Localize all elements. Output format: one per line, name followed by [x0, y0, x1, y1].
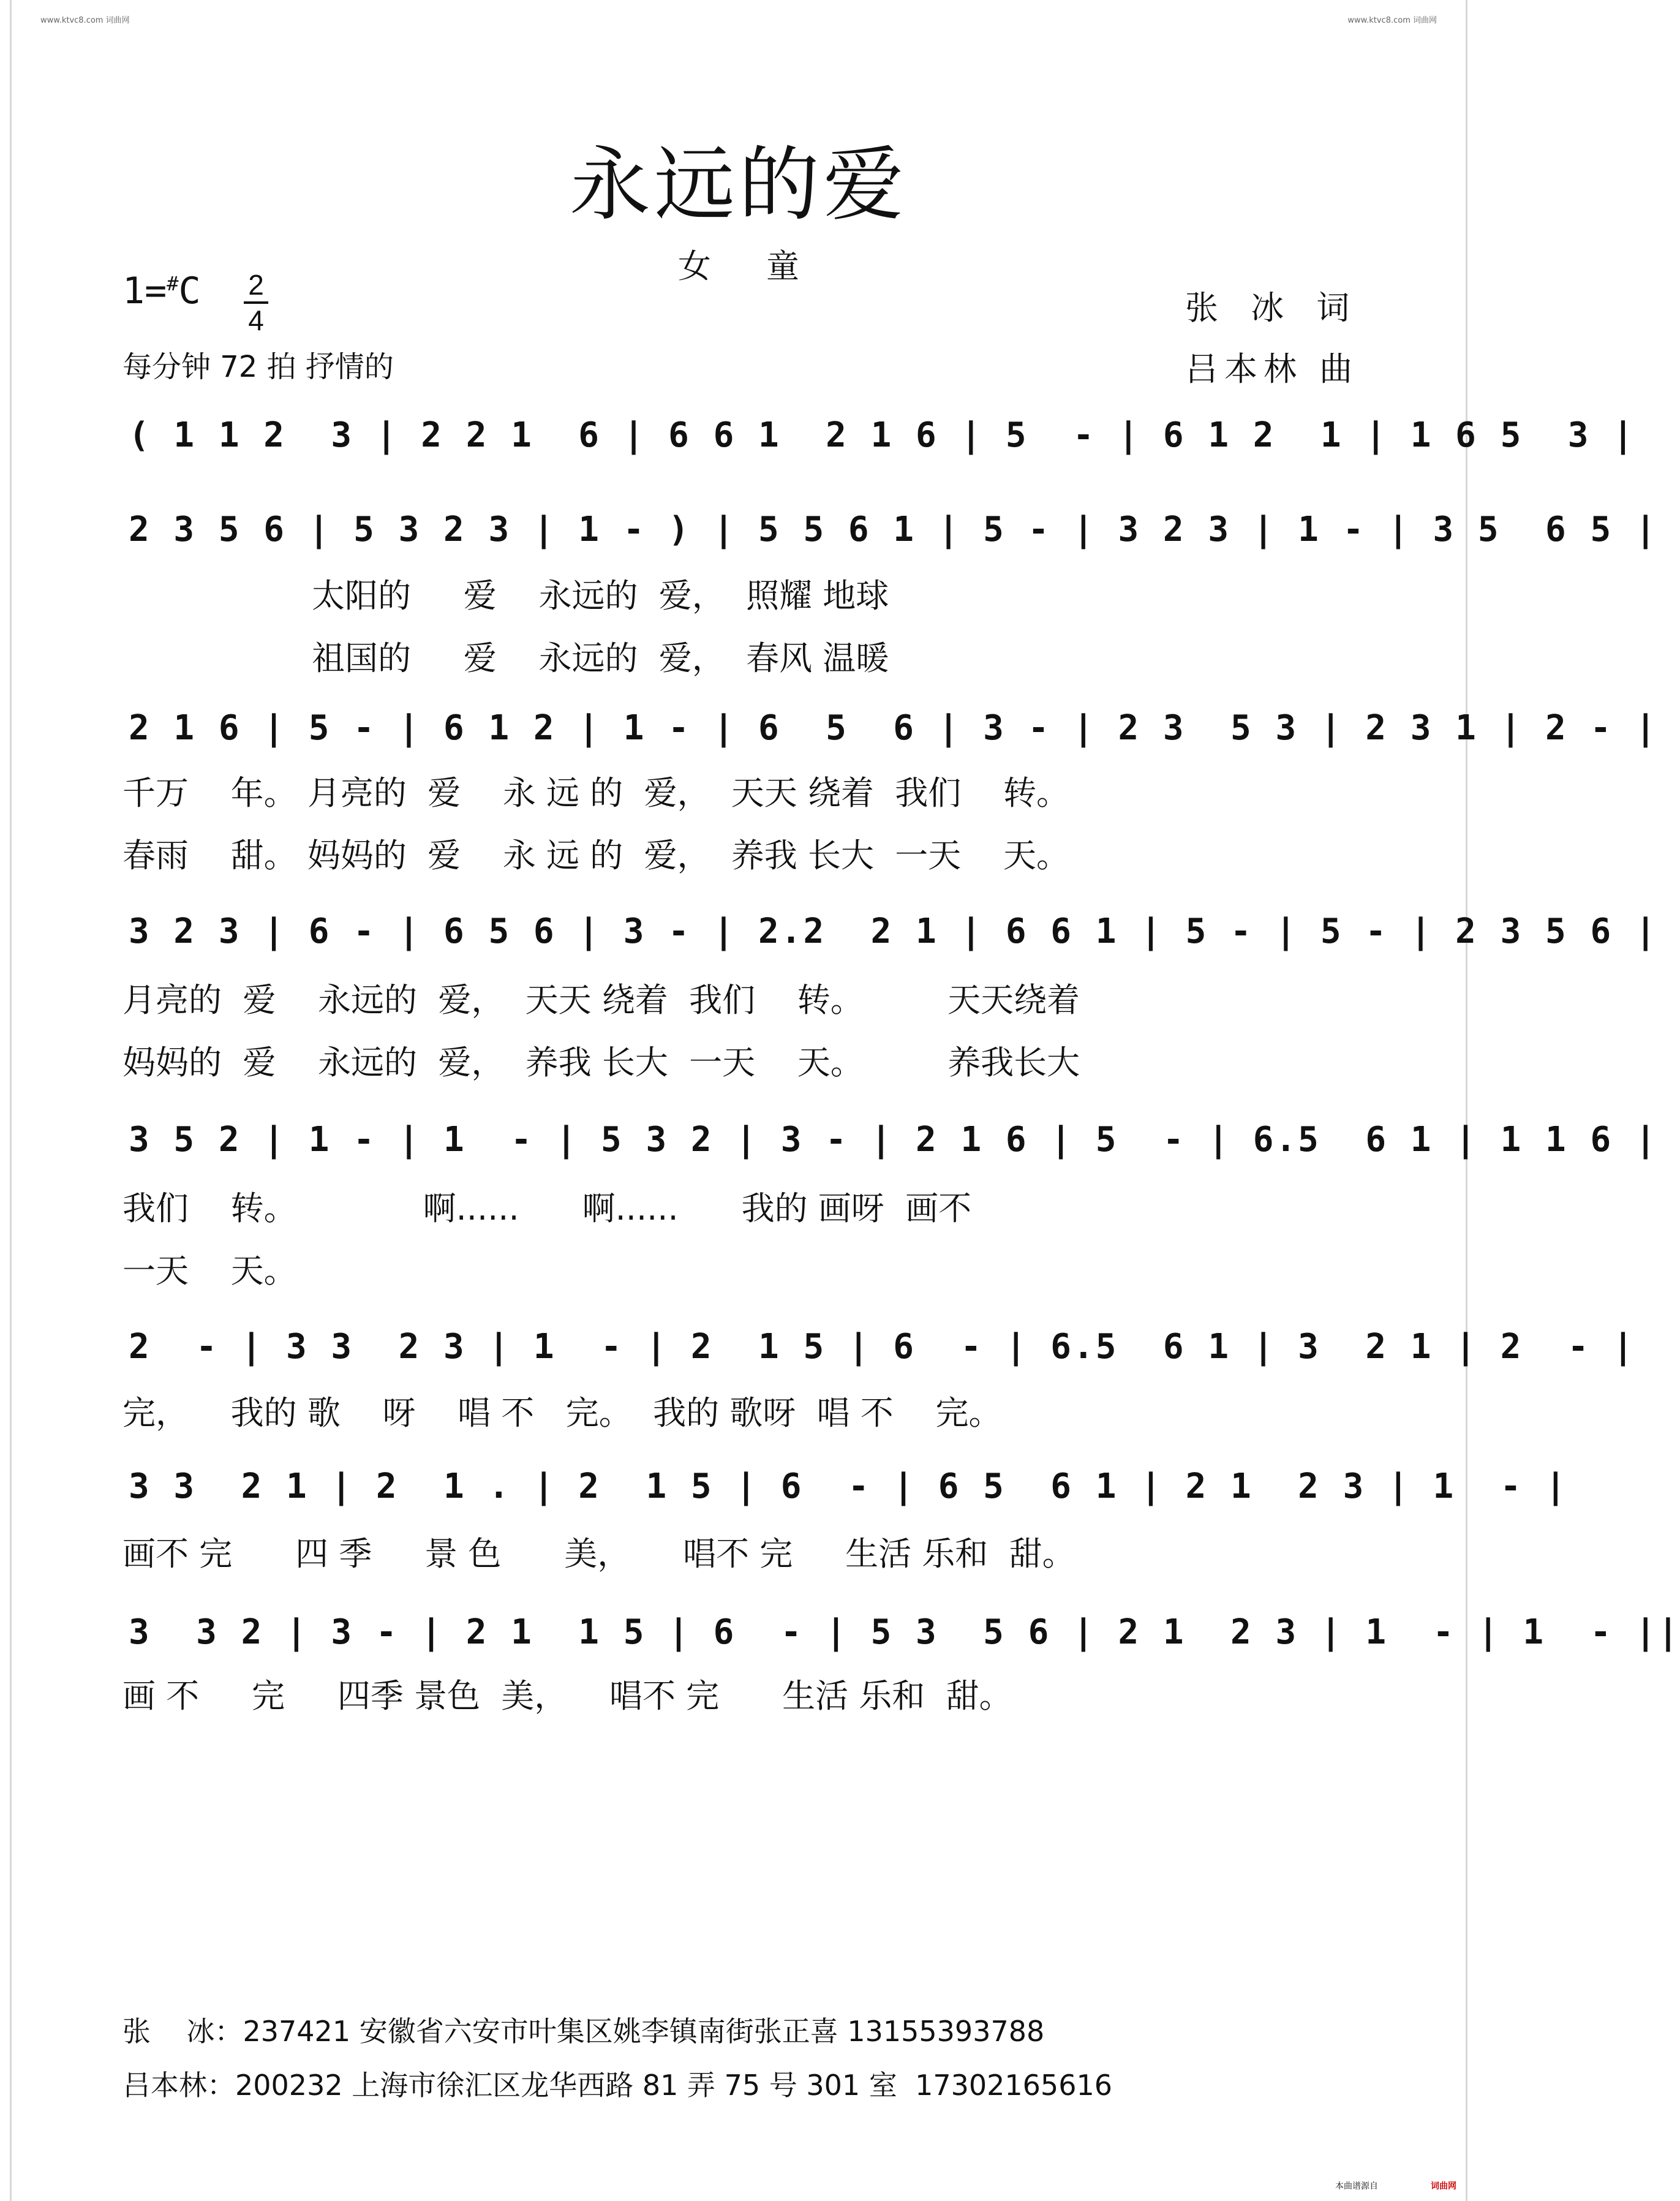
- lyric-row-1-verse-1: 太阳的 爱 永远的 爱， 照耀 地球: [122, 576, 889, 615]
- lyric-row-4-verse-1: 我们 转。 啊...... 啊...... 我的 画呀 画不: [122, 1189, 972, 1228]
- fraction-bar: [244, 301, 268, 304]
- lyric-row-5: 完， 我的 歌 呀 唱 不 完。 我的 歌呀 唱 不 完。: [122, 1394, 1002, 1432]
- lyric-row-1-verse-2: 祖国的 爱 永远的 爱， 春风 温暖: [122, 639, 889, 678]
- lyric-row-3-verse-2: 妈妈的 爱 永远的 爱， 养我 长大 一天 天。 养我长大: [122, 1043, 1080, 1082]
- footer-brand-link[interactable]: 词曲网: [1431, 2181, 1456, 2191]
- contact-lyricist: 张 冰：237421 安徽省六安市叶集区姚李镇南街张正喜 13155393788: [122, 2015, 1045, 2048]
- notation-row-2: 2 3 5 6 | 5 3 2 3 | 1 - ) | 5 5 6 1 | 5 - | 3 2 3 | 1 - | 3 5 6 5 |: [129, 510, 1658, 549]
- notation-row-4: 3 2 3 | 6 - | 6 5 6 | 3 - | 2.2 2 1 | 6 6 1 | 5 - | 5 - | 2 3 5 6 |: [129, 912, 1658, 951]
- watermark-left: www.ktvc8.com 词曲网: [40, 16, 130, 25]
- lyric-row-4-verse-2: 一天 天。: [122, 1252, 297, 1290]
- notation-row-8: 3 3 2 | 3 - | 2 1 1 5 | 6 - | 5 3 5 6 | 2 1 2 3 | 1 - | 1 - ||: [129, 1612, 1680, 1652]
- composer-credit: 吕本林 曲: [1185, 350, 1359, 388]
- time-signature: [244, 270, 268, 336]
- page-frame: [10, 0, 1467, 2201]
- lyric-row-6: 画不 完 四 季 景 色 美， 唱不 完 生活 乐和 甜。: [122, 1535, 1075, 1573]
- contact-composer: 吕本林：200232 上海市徐汇区龙华西路 81 弄 75 号 301 室 17302165616: [122, 2069, 1112, 2102]
- sharp-sign: #: [167, 272, 179, 295]
- lyric-row-7: 画 不 完 四季 景色 美， 唱不 完 生活 乐和 甜。: [122, 1677, 1012, 1715]
- notation-row-1: ( 1 1 2 3 | 2 2 1 6 | 6 6 1 2 1 6 | 5 - | 6 1 2 1 | 1 6 5 3 |: [129, 415, 1635, 455]
- notation-row-7: 3 3 2 1 | 2 1 . | 2 1 5 | 6 - | 6 5 6 1 | 2 1 2 3 | 1 - |: [129, 1467, 1568, 1506]
- lyricist-credit: 张 冰 词: [1185, 289, 1361, 327]
- key-note: C: [178, 270, 201, 312]
- song-title: 永远的爱: [570, 138, 908, 232]
- watermark-right: www.ktvc8.com 词曲网: [1347, 16, 1437, 25]
- footer-source-label: 本曲谱源自: [1335, 2181, 1378, 2191]
- lyric-row-3-verse-1: 月亮的 爱 永远的 爱， 天天 绕着 我们 转。 天天绕着: [122, 981, 1080, 1019]
- key-signature: [122, 270, 201, 312]
- tempo-marking: 每分钟 72 拍 抒情的: [122, 350, 394, 384]
- key-base: 1=: [122, 270, 167, 312]
- notation-row-3: 2 1 6 | 5 - | 6 1 2 | 1 - | 6 5 6 | 3 - | 2 3 5 3 | 2 3 1 | 2 - |: [129, 708, 1658, 748]
- voice-type: 女童: [678, 247, 854, 285]
- time-bottom: 4: [248, 304, 264, 336]
- time-top: 2: [248, 269, 264, 301]
- notation-row-6: 2 - | 3 3 2 3 | 1 - | 2 1 5 | 6 - | 6.5 6 1 | 3 2 1 | 2 - |: [129, 1327, 1635, 1367]
- lyric-row-2-verse-2: 春雨 甜。 妈妈的 爱 永 远 的 爱， 养我 长大 一天 天。: [122, 836, 1069, 875]
- lyric-row-2-verse-1: 千万 年。 月亮的 爱 永 远 的 爱， 天天 绕着 我们 转。: [122, 774, 1069, 812]
- notation-row-5: 3 5 2 | 1 - | 1 - | 5 3 2 | 3 - | 2 1 6 | 5 - | 6.5 6 1 | 1 1 6 |: [129, 1120, 1658, 1160]
